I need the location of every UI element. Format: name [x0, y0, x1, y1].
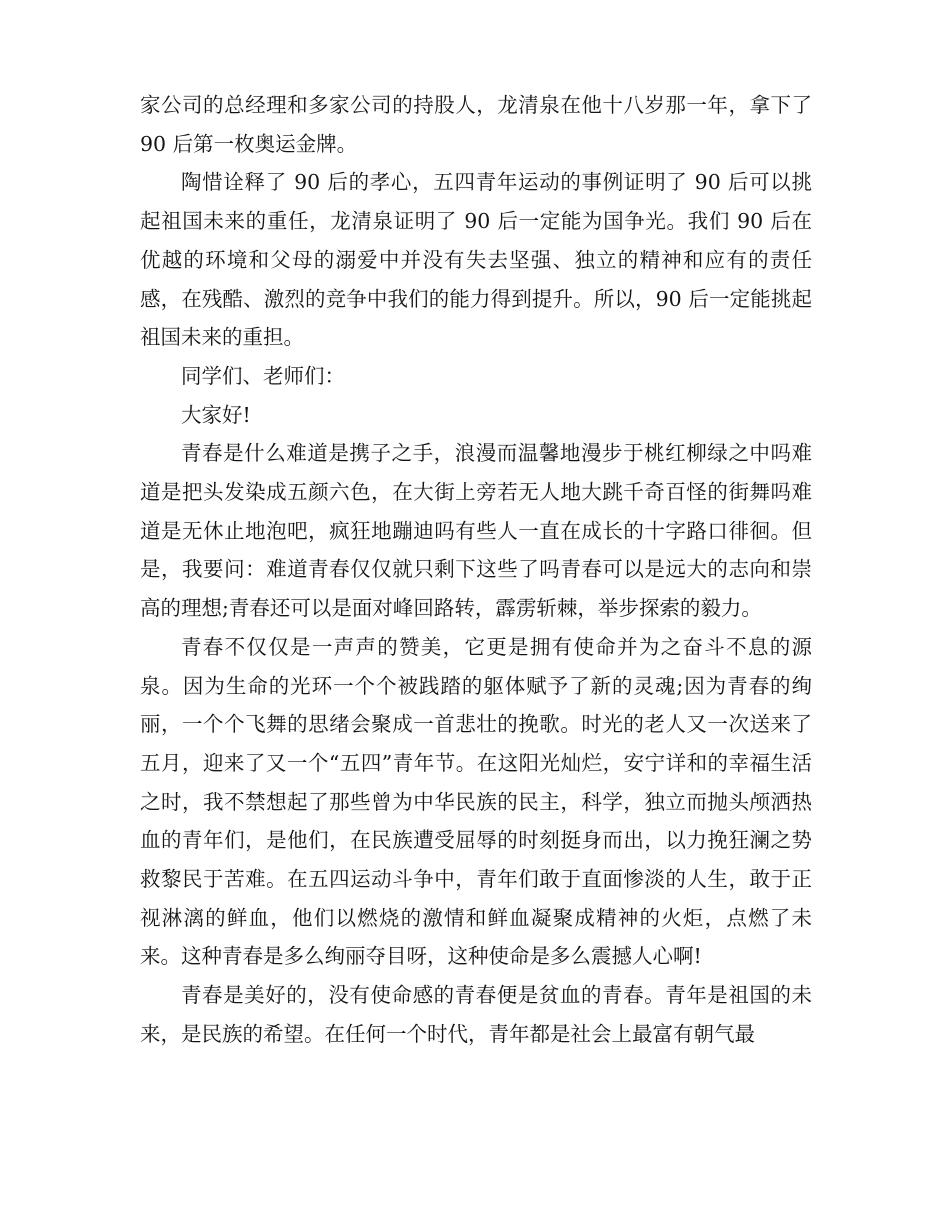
paragraph-1: 家公司的总经理和多家公司的持股人，龙清泉在他十八岁那一年，拿下了 90 后第一枚奥运金牌。	[140, 93, 812, 156]
greeting-line: 大家好!	[181, 402, 251, 427]
document-body	[140, 86, 812, 1054]
paragraph-2: 陶惜诠释了 90 后的孝心，五四青年运动的事例证明了 90 后可以挑起祖国未来的重任，龙清泉证明了 90 后一定能为国争光。我们 90 后在优越的环境和父母的溺爱中并没有失去坚强、独立的精神和应有的责任感，在残酷、激烈的竞争中我们的能力得到提升。所以，90 后一定能挑起祖国未来的重担。	[140, 170, 812, 350]
paragraph-3: 青春是什么难道是携子之手，浪漫而温馨地漫步于桃红柳绿之中吗难道是把头发染成五颜六色，在大街上旁若无人地大跳千奇百怪的街舞吗难道是无休止地泡吧，疯狂地蹦迪吗有些人一直在成长的十字路口徘徊。但是，我要问：难道青春仅仅就只剩下这些了吗青春可以是远大的志向和崇高的理想;青春还可以是面对峰回路转，霹雳斩棘，举步探索的毅力。	[140, 441, 812, 621]
salutation-line: 同学们、老师们：	[181, 363, 345, 388]
paragraph-4: 青春不仅仅是一声声的赞美，它更是拥有使命并为之奋斗不息的源泉。因为生命的光环一个个被践踏的躯体赋予了新的灵魂;因为青春的绚丽，一个个飞舞的思绪会聚成一首悲壮的挽歌。时光的老人又一次送来了五月，迎来了又一个“五四”青年节。在这阳光灿烂，安宁详和的幸福生活之时，我不禁想起了那些曾为中华民族的民主，科学，独立而抛头颅洒热血的青年们，是他们，在民族遭受屈辱的时刻挺身而出，以力挽狂澜之势救黎民于苦难。在五四运动斗争中，青年们敢于直面惨淡的人生，敢于正视淋漓的鲜血，他们以燃烧的激情和鲜血凝聚成精神的火炬，点燃了未来。这种青春是多么绚丽夺目呀，这种使命是多么震撼人心啊!	[140, 634, 812, 969]
paragraph-5: 青春是美好的，没有使命感的青春便是贫血的青春。青年是祖国的未来，是民族的希望。在任何一个时代，青年都是社会上最富有朝气最	[140, 983, 812, 1046]
